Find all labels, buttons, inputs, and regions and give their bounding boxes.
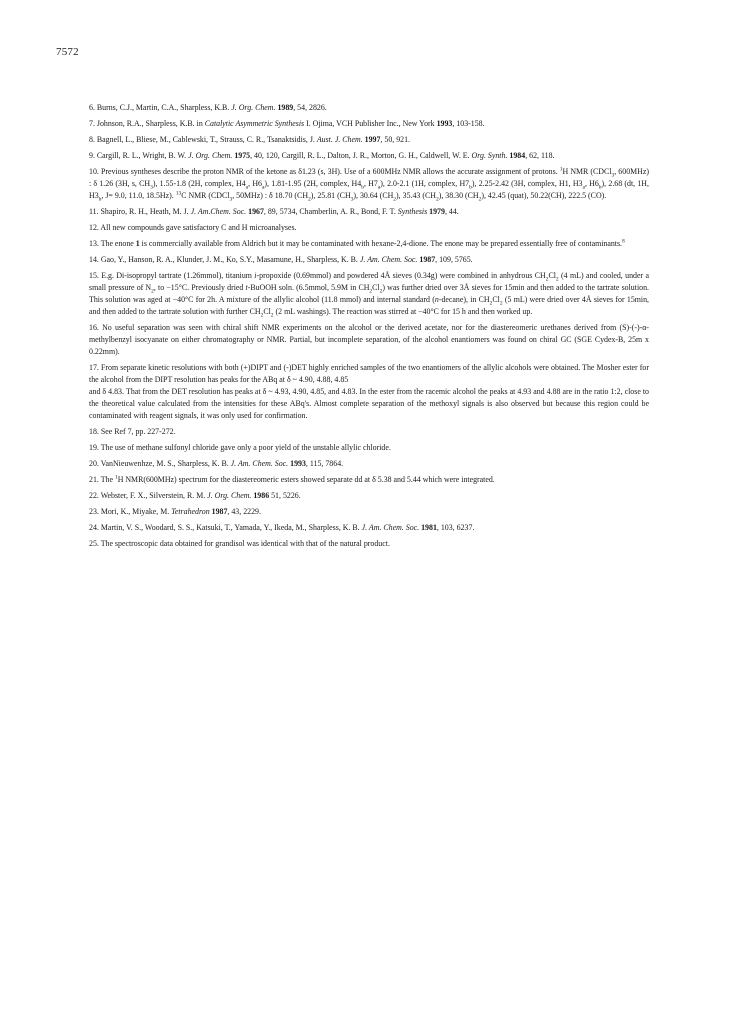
reference-item: 20. VanNieuwenhze, M. S., Sharpless, K. B. J. Am. Chem. Soc. 1993, 115, 7864.	[89, 459, 344, 468]
reference-item: 16. No useful separation was seen with chiral shift NMR experiments on the alcohol or the derived acetate, nor for the diastereomeric urethanes derived from (S)-(-)-α-methylbenzyl isocyanate on either chromatography or NMR. Partial, but incomplete separation, of the alcohol enantiomers was found on chiral GC (SGE Cydex-B, 25m x 0.22mm).	[89, 323, 649, 356]
reference-item: 18. See Ref 7, pp. 227-272.	[89, 427, 176, 436]
reference-item: 7. Johnson, R.A., Sharpless, K.B. in Catalytic Asymmetric Synthesis I. Ojima, VCH Publisher Inc., New York 1993, 103-158.	[89, 119, 485, 128]
reference-item: 17. From separate kinetic resolutions with both (+)DIPT and (-)DET highly enriched samples of the two enantiomers of the allylic alcohols were obtained. The Mosher ester for the alcohol from the DIPT resolution has peaks for the ABq at δ ~ 4.90, 4.88, 4.85 and δ 4.83. That from the DET resolution has peaks at δ ~ 4.93, 4.90, 4.85, and 4.83. In the ester from the racemic alcohol the peaks at 4.93 and 4.88 are in the ratio 1:2, close to the theoretical value calculated from the intensities for these ABq's. Almost complete separation of the methoxyl signals is also observed but because this region could be contaminated with reagent signals, it was only used for confirmation.	[89, 363, 649, 420]
reference-item: 8. Bagnell, L., Bliese, M., Cablewski, T., Strauss, C. R., Tsanaktsidis, J. Aust. J. Chem. 1997, 50, 921.	[89, 135, 411, 144]
reference-item: 24. Martin, V. S., Woodard, S. S., Katsuki, T., Yamada, Y., Ikeda, M., Sharpless, K. B. J. Am. Chem. Soc. 1981, 103, 6237.	[89, 523, 475, 532]
reference-item: 14. Gao, Y., Hanson, R. A., Klunder, J. M., Ko, S.Y., Masamune, H., Sharpless, K. B. J. Am. Chem. Soc. 1987, 109, 5765.	[89, 255, 473, 264]
reference-list	[89, 102, 649, 554]
reference-item: 21. The $^1$H NMR(600MHz) spectrum for the diastereomeric esters showed separate dd at δ 5.38 and 5.44 which were integrated.	[89, 474, 495, 484]
reference-item: 23. Mori, K., Miyake, M. Tetrahedron 1987, 43, 2229.	[89, 507, 261, 516]
reference-item: 22. Webster, F. X., Silverstein, R. M. J. Org. Chem. 1986 51, 5226.	[89, 491, 301, 500]
reference-item: 11. Shapiro, R. H., Heath, M. J. J. Am.Chem. Soc. 1967, 89, 5734, Chamberlin, A. R., Bond, F. T. Synthesis 1979, 44.	[89, 207, 459, 216]
reference-item: 12. All new compounds gave satisfactory C and H microanalyses.	[89, 223, 297, 232]
reference-item: 6. Burns, C.J., Martin, C.A., Sharpless, K.B. J. Org. Chem. 1989, 54, 2826.	[89, 103, 327, 112]
reference-item: 13. The enone 1 is commercially available from Aldrich but it may be contaminated with hexane-2,4-dione. The enone may be prepared essentially free of contaminants.$^8$	[89, 238, 625, 248]
page-number: 7572	[56, 46, 79, 58]
reference-item: 15. E.g. Di-isopropyl tartrate (1.26mmol), titanium i-propoxide (0.69mmol) and powdered 4Å sieves (0.34g) were combined in anhydrous $CH_2Cl_2$ (4 mL) and cooled, under a small pressure of $N_2$, to −15°C. Previously dried t-BuOOH soln. (6.5mmol, 5.9M in $CH_2Cl_2$) was further dried over 3Å sieves for 15min and then added to the tartrate solution. This solution was aged at −40°C for 2h. A mixture of the allylic alcohol (11.8 mmol) and internal standard (n-decane), in $CH_2Cl_2$ (5 mL) were dried over 4Å sieves for 15min, and then added to the tartrate solution with further $CH_2Cl_2$ (2 mL washings). The reaction was stirred at −40°C for 15 h and then worked up.	[89, 271, 650, 319]
reference-item: 9. Cargill, R. L., Wright, B. W. J. Org. Chem. 1975, 40, 120, Cargill, R. L., Dalton, J. R., Morton, G. H., Caldwell, W. E. Org. Synth. 1984, 62, 118.	[89, 151, 555, 160]
reference-item: 10. Previous syntheses describe the proton NMR of the ketone as δ1.23 (s, 3H). Use of a 600MHz NMR allows the accurate assignment of protons. $^1$H NMR (CDCl$_3$, 600MHz) : δ 1.26 (3H, s, $CH_3$), 1.55-1.8 (2H, complex, $H4_a$, $H6_a$), 1.81-1.95 (2H, complex, $H4_b$, $H7_a$), 2.0-2.1 (1H, complex, $H7_b$), 2.25-2.42 (3H, complex, H1, $H3_a$, $H6_b$), 2.68 (dt, 1H, $H3_b$, J= 9.0, 11.0, 18.5Hz). $^{13}$C NMR (CDCl$_3$, 50MHz) : δ 18.70 $(CH_2)$, 25.81 $(CH_3)$, 30.64 $(CH_2)$, 35.43 $(CH_2)$, 38.30 $(CH_2)$, 42.45 (quat), 50.22(CH), 222.5 (CO).	[89, 166, 649, 203]
reference-item: 19. The use of methane sulfonyl chloride gave only a poor yield of the unstable allylic chloride.	[89, 443, 391, 452]
reference-item: 25. The spectroscopic data obtained for grandisol was identical with that of the natural product.	[89, 539, 390, 548]
